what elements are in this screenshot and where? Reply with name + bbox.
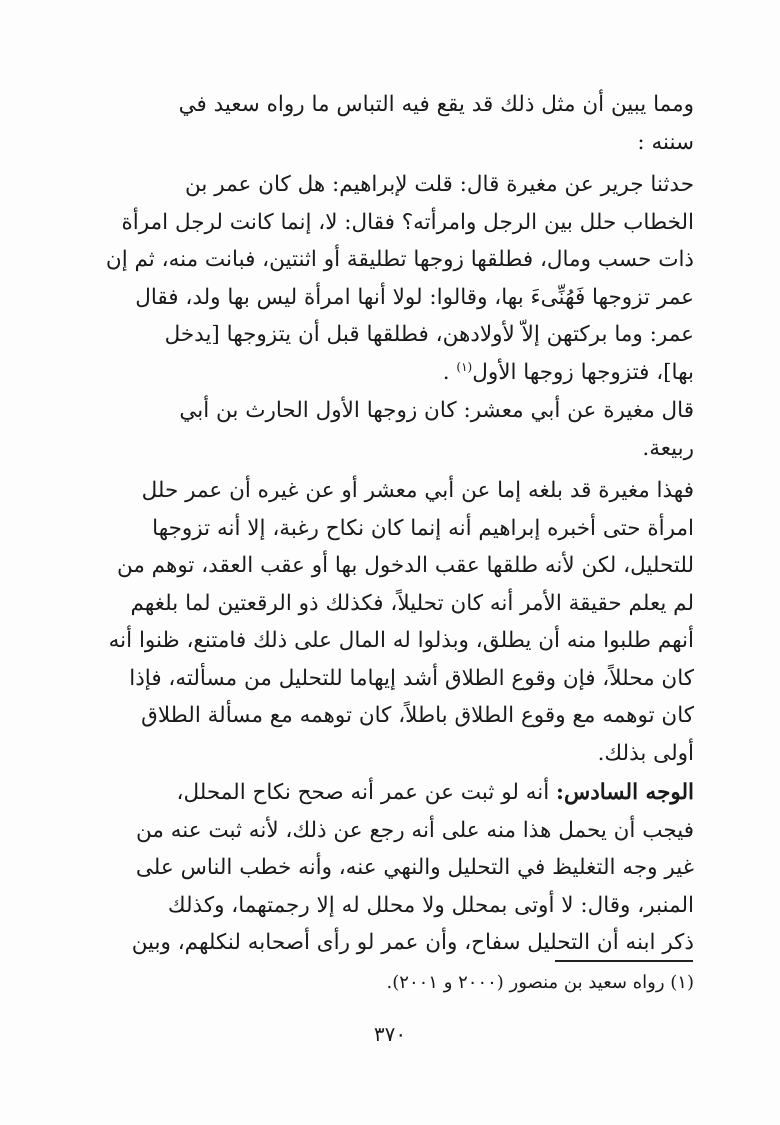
paragraph-5: [96, 774, 694, 962]
section-heading: الوجه السادس:: [556, 780, 694, 805]
footnote-marker: (١): [456, 359, 473, 374]
text-line: فيجب أن يحمل هذا منه على أنه رجع عن ذلك، لأنه ثبت عنه من: [136, 817, 694, 843]
paragraph-1: [96, 86, 694, 161]
paragraph-2: [96, 166, 694, 391]
text-line: الخطاب حلل بين الرجل وامرأته؟ فقال: لا، إنما كانت لرجل امرأة: [121, 209, 694, 235]
text-line: [96, 354, 694, 392]
paragraph-3: [96, 392, 694, 467]
text-line: أنهم طلبوا منه أن يطلق، وبذلوا له المال على ذلك فامتنع، ظنوا أنه: [108, 628, 694, 653]
text-line: كان توهمه مع وقوع الطلاق باطلاً، كان توهمه مع مسألة الطلاق: [141, 703, 694, 728]
text-line: كان محللاً، فإن وقوع الطلاق أشد إيهاما للتحليل من مسألته، فإذا: [129, 665, 694, 691]
text-line: [96, 774, 694, 812]
text-line: للتحليل، لكن لأنه طلقها عقب الدخول بها أو عقب العقد، توهم من: [116, 553, 694, 578]
text-line: ذكر ابنه أن التحليل سفاح، وأن عمر لو رأى أصحابه لنكلهم، وبين: [131, 930, 694, 955]
text-line: ومما يبين أن مثل ذلك قد يقع فيه التباس ما رواه سعيد في: [178, 92, 694, 117]
footnote: (١) رواه سعيد بن منصور (٢٠٠٠ و ٢٠٠١).: [386, 972, 694, 993]
text-line: المنبر، وقال: لا أوتى بمحلل ولا محلل له إلا رجمتهما، وكذلك: [167, 892, 694, 918]
text-line: عمر تزوجها فَهُنِّىءَ بها، وقالوا: لولا أنها امرأة ليس بها ولد، فقال: [135, 284, 694, 310]
paragraph-4: [96, 472, 694, 772]
footnote-divider: [555, 960, 693, 962]
text-line: فهذا مغيرة قد بلغه إما عن أبي معشر أو عن غيره أن عمر حلل: [141, 478, 694, 503]
text-line-ending: .: [442, 359, 457, 385]
text-line: ربيعة.: [642, 435, 694, 461]
text-line: لم يعلم حقيقة الأمر أنه كان تحليلاً، فكذلك ذو الرقعتين لما بلغهم: [130, 590, 694, 616]
text-line: قال مغيرة عن أبي معشر: كان زوجها الأول الحارث بن أبي: [179, 398, 694, 423]
page-number: ٣٧٠: [373, 1022, 407, 1046]
text-line-content: أنه لو ثبت عن عمر أنه صحح نكاح المحلل،: [176, 780, 557, 805]
text-line: امرأة حتى أخبره إبراهيم أنه إنما كان نكاح رغبة، إلا أنه تزوجها: [152, 515, 694, 541]
text-line-content: بها]، فتزوجها زوجها الأول: [472, 359, 694, 385]
text-line: ذات حسب ومال، فطلقها زوجها تطليقة أو اثنتين، فبانت منه، ثم إن: [105, 247, 694, 272]
text-line: سننه :: [637, 129, 694, 155]
text-line: عمر: وما بركتهن إلاّ لأولادهن، فطلقها قبل أن يتزوجها [يدخل: [164, 322, 694, 347]
text-line: حدثنا جرير عن مغيرة قال: قلت لإبراهيم: هل كان عمر بن: [185, 172, 694, 197]
text-line: أولى بذلك.: [597, 740, 694, 766]
text-line: غير وجه التغليظ في التحليل والنهي عنه، وأنه خطب الناس على: [135, 855, 694, 880]
